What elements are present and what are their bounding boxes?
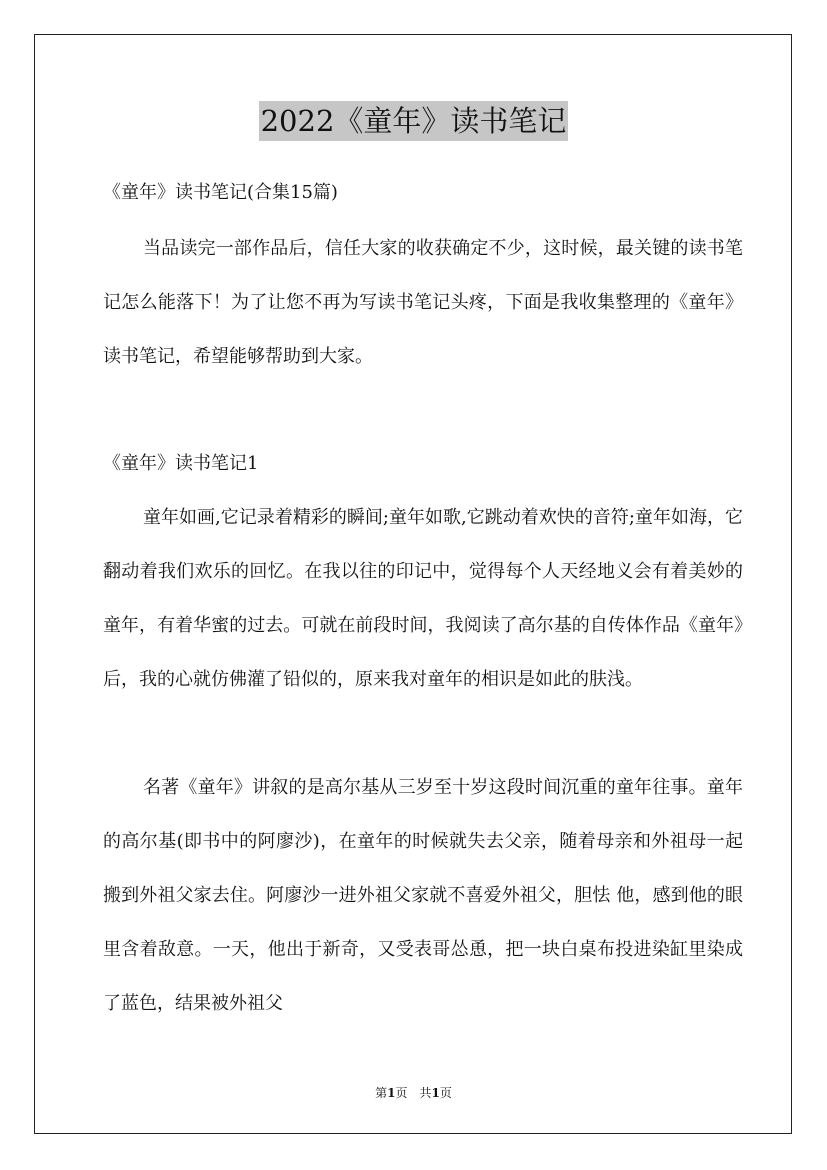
footer-page-current: 1 [387, 1086, 396, 1100]
footer-page-total: 1 [431, 1086, 440, 1100]
page-footer [0, 1085, 827, 1101]
body-paragraph-2: 名著《童年》讲叙的是高尔基从三岁至十岁这段时间沉重的童年往事。童年的高尔基(即书中的阿廖沙)，在童年的时候就失去父亲，随着母亲和外祖母一起搬到外祖父家去住。阿廖沙一进外祖父家就不喜爱外祖父，胆怯 他，感到他的眼里含着敌意。一天，他出于新奇，又受表哥怂恿，把一块白桌布投进染缸里染成了蓝色，结果被外祖父 [103, 777, 743, 1014]
body-paragraph-1: 童年如画,它记录着精彩的瞬间;童年如歌,它跳动着欢快的音符;童年如海，它翻动着我们欢乐的回忆。在我以往的印记中，觉得每个人天经地义会有着美妙的童年，有着华蜜的过去。可就在前段时间，我阅读了高尔基的自传体作品《童年》后，我的心就仿佛灌了铅似的，原来我对童年的相识是如此的肤浅。 [103, 507, 743, 690]
document-subtitle: 《童年》读书笔记(合集15篇) [103, 182, 338, 203]
footer-label-a: 第 [375, 1086, 388, 1100]
document-title: 2022《童年》读书笔记 [259, 101, 569, 141]
footer-label-c: 页 [439, 1086, 452, 1100]
section-heading: 《童年》读书笔记1 [103, 453, 259, 474]
intro-paragraph: 当品读完一部作品后，信任大家的收获确定不少，这时候，最关键的读书笔记怎么能落下！为了让您不再为写读书笔记头疼，下面是我收集整理的《童年》读书笔记，希望能够帮助到大家。 [103, 238, 743, 367]
title-wrap [0, 101, 827, 141]
footer-label-b: 页 共 [395, 1086, 432, 1100]
